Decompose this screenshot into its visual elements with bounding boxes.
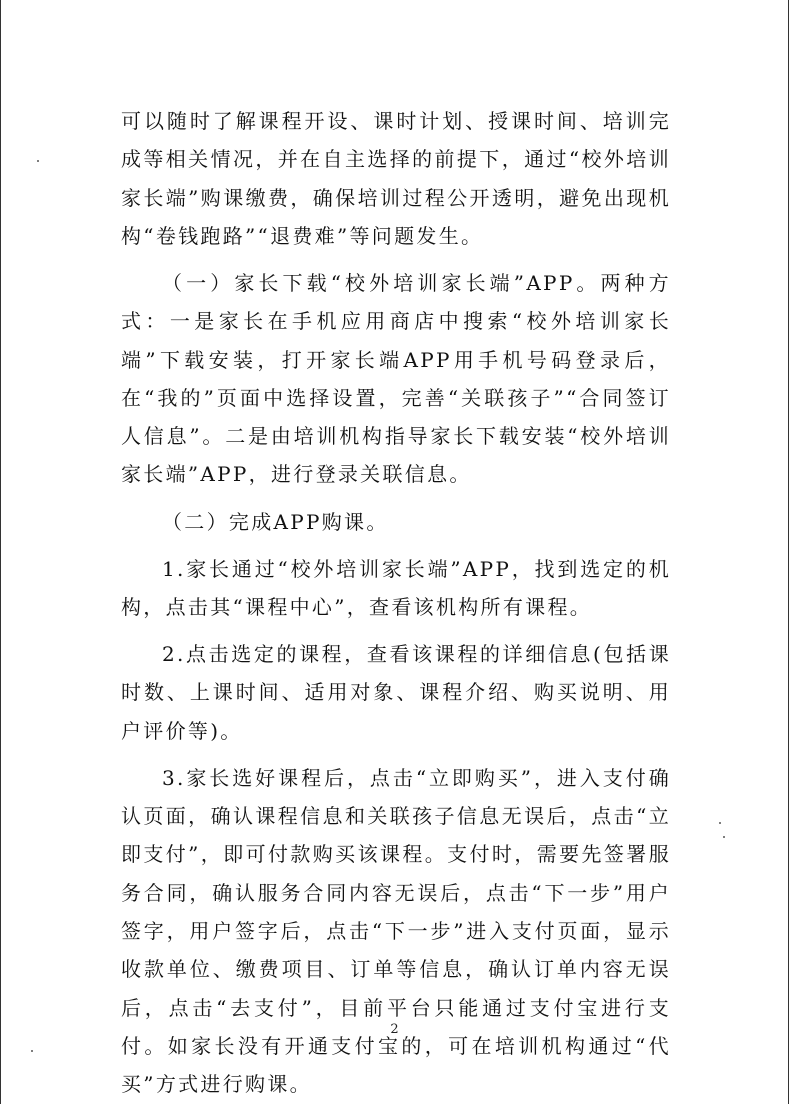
document-body bbox=[121, 102, 671, 1104]
scan-speck bbox=[37, 160, 39, 162]
paragraph-step-1: 1.家长通过“校外培训家长端”APP，找到选定的机构，点击其“课程中心”，查看该机构所有课程。 bbox=[121, 556, 671, 619]
page-number: 2 bbox=[390, 1022, 399, 1037]
paragraph-step-2: 2.点击选定的课程，查看该课程的详细信息(包括课时数、上课时间、适用对象、课程介绍、购买说明、用户评价等)。 bbox=[121, 642, 671, 743]
scan-speck bbox=[723, 836, 725, 838]
scan-speck bbox=[31, 1050, 33, 1052]
section-heading-purchase: （二）完成APP购课。 bbox=[162, 509, 389, 534]
scan-speck bbox=[719, 822, 721, 824]
paragraph-continuation: 可以随时了解课程开设、课时计划、授课时间、培训完成等相关情况，并在自主选择的前提下，通过“校外培训家长端”购课缴费，确保培训过程公开透明，避免出现机构“卷钱跑路”“退费难”等问题发生。 bbox=[121, 109, 671, 248]
paragraph-download-app: （一）家长下载“校外培训家长端”APP。两种方式：一是家长在手机应用商店中搜索“校外培训家长端”下载安装，打开家长端APP用手机号码登录后，在“我的”页面中选择设置，完善“关联孩子”“合同签订人信息”。二是由培训机构指导家长下载安装“校外培训家长端”APP，进行登录关联信息。 bbox=[121, 270, 671, 487]
paragraph-step-3: 3.家长选好课程后，点击“立即购买”，进入支付确认页面，确认课程信息和关联孩子信息无误后，点击“立即支付”，即可付款购买该课程。支付时，需要先签署服务合同，确认服务合同内容无误后，点击“下一步”用户签字，用户签字后，点击“下一步”进入支付页面，显示收款单位、缴费项目、订单等信息，确认订单内容无误后，点击“去支付”，目前平台只能通过支付宝进行支付。如家长没有开通支付宝的，可在培训机构通过“代买”方式进行购课。 bbox=[121, 765, 671, 1097]
